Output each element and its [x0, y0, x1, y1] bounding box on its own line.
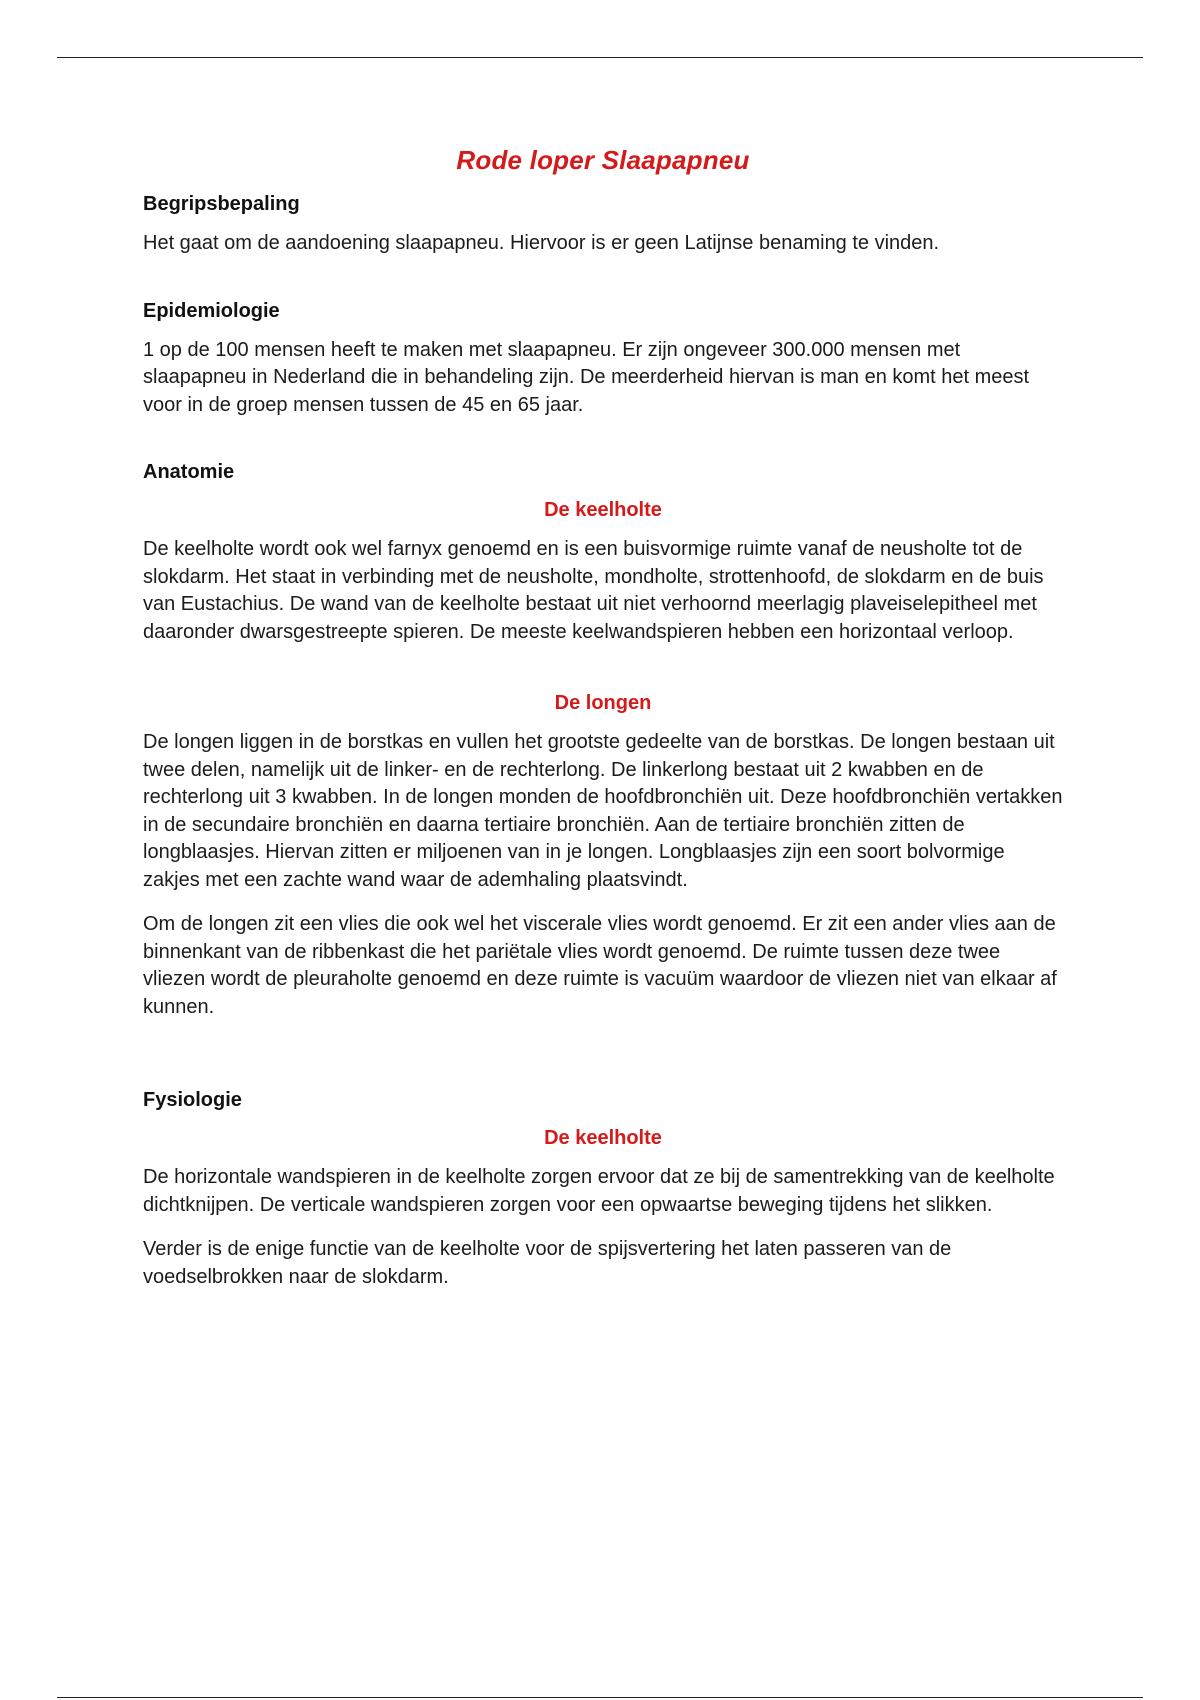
spacer — [143, 436, 1063, 460]
section-fysiologie — [143, 1088, 1063, 1291]
top-horizontal-rule — [57, 57, 1143, 58]
section-begripsbepaling — [143, 192, 1063, 258]
spacer — [143, 275, 1063, 299]
spacer — [143, 1038, 1063, 1088]
document-title: Rode loper Slaapapneu — [456, 145, 750, 175]
section-heading: Fysiologie — [143, 1089, 242, 1111]
paragraph: De longen liggen in de borstkas en vullen het grootste gedeelte van de borstkas. De longen bestaan uit twee delen, namelijk uit de linker- en de rechterlong. De linkerlong bestaat uit 2 kwabben en de rechterlong uit 3 kwabben. In de longen monden de hoofdbronchiën uit. Deze hoofdbronchiën vertakken in de secundaire bronchiën en daarna tertiaire bronchiën. Aan de tertiaire bronchiën zitten de longblaasjes. Hiervan zitten er miljoenen van in je longen. Longblaasjes zijn een soort bolvormige zakjes met een zachte wand waar de ademhaling plaatsvindt. — [143, 731, 1063, 891]
section-heading: Begripsbepaling — [143, 193, 300, 215]
paragraph: Het gaat om de aandoening slaapapneu. Hiervoor is er geen Latijnse benaming te vinden. — [143, 232, 940, 254]
section-heading: Epidemiologie — [143, 299, 280, 322]
subheading-keelholte: De keelholte — [544, 1127, 662, 1149]
paragraph: 1 op de 100 mensen heeft te maken met slaapapneu. Er zijn ongeveer 300.000 mensen met slaapapneu in Nederland die in behandeling zijn. De meerderheid hiervan is man en komt het meest voor in de groep mensen tussen de 45 en 65 jaar. — [143, 338, 1030, 416]
subheading-longen: De longen — [554, 692, 652, 714]
paragraph: De keelholte wordt ook wel farnyx genoemd en is een buisvormige ruimte vanaf de neusholte tot de slokdarm. Het staat in verbinding met de neusholte, mondholte, strottenhoofd, de slokdarm en de buis van Eustachius. De wand van de keelholte bestaat uit niet verhoornd meerlagig plaveiselepitheel met daaronder dwarsgestreepte spieren. De meeste keelwandspieren hebben een horizontaal verloop. — [143, 538, 1044, 643]
subheading-keelholte: De keelholte — [544, 499, 662, 521]
paragraph: Om de longen zit een vlies die ook wel het viscerale vlies wordt genoemd. Er zit een ander vlies aan de binnenkant van de ribbenkast die het pariëtale vlies wordt genoemd. De ruimte tussen deze twee vliezen wordt de pleuraholte genoemd en deze ruimte is vacuüm waardoor de vliezen niet van elkaar af kunnen. — [143, 913, 1057, 1018]
document-body — [143, 138, 1063, 1308]
section-heading: Anatomie — [143, 461, 235, 483]
spacer — [143, 663, 1063, 691]
bottom-horizontal-rule — [57, 1697, 1143, 1698]
section-anatomie — [143, 460, 1063, 1021]
paragraph: De horizontale wandspieren in de keelholte zorgen ervoor dat ze bij de samentrekking van de keelholte dichtknijpen. De verticale wandspieren zorgen voor een opwaartse beweging tijdens het slikken. — [143, 1166, 1055, 1216]
paragraph: Verder is de enige functie van de keelholte voor de spijsvertering het laten passeren van de voedselbrokken naar de slokdarm. — [143, 1238, 952, 1288]
section-epidemiologie — [143, 299, 1063, 420]
